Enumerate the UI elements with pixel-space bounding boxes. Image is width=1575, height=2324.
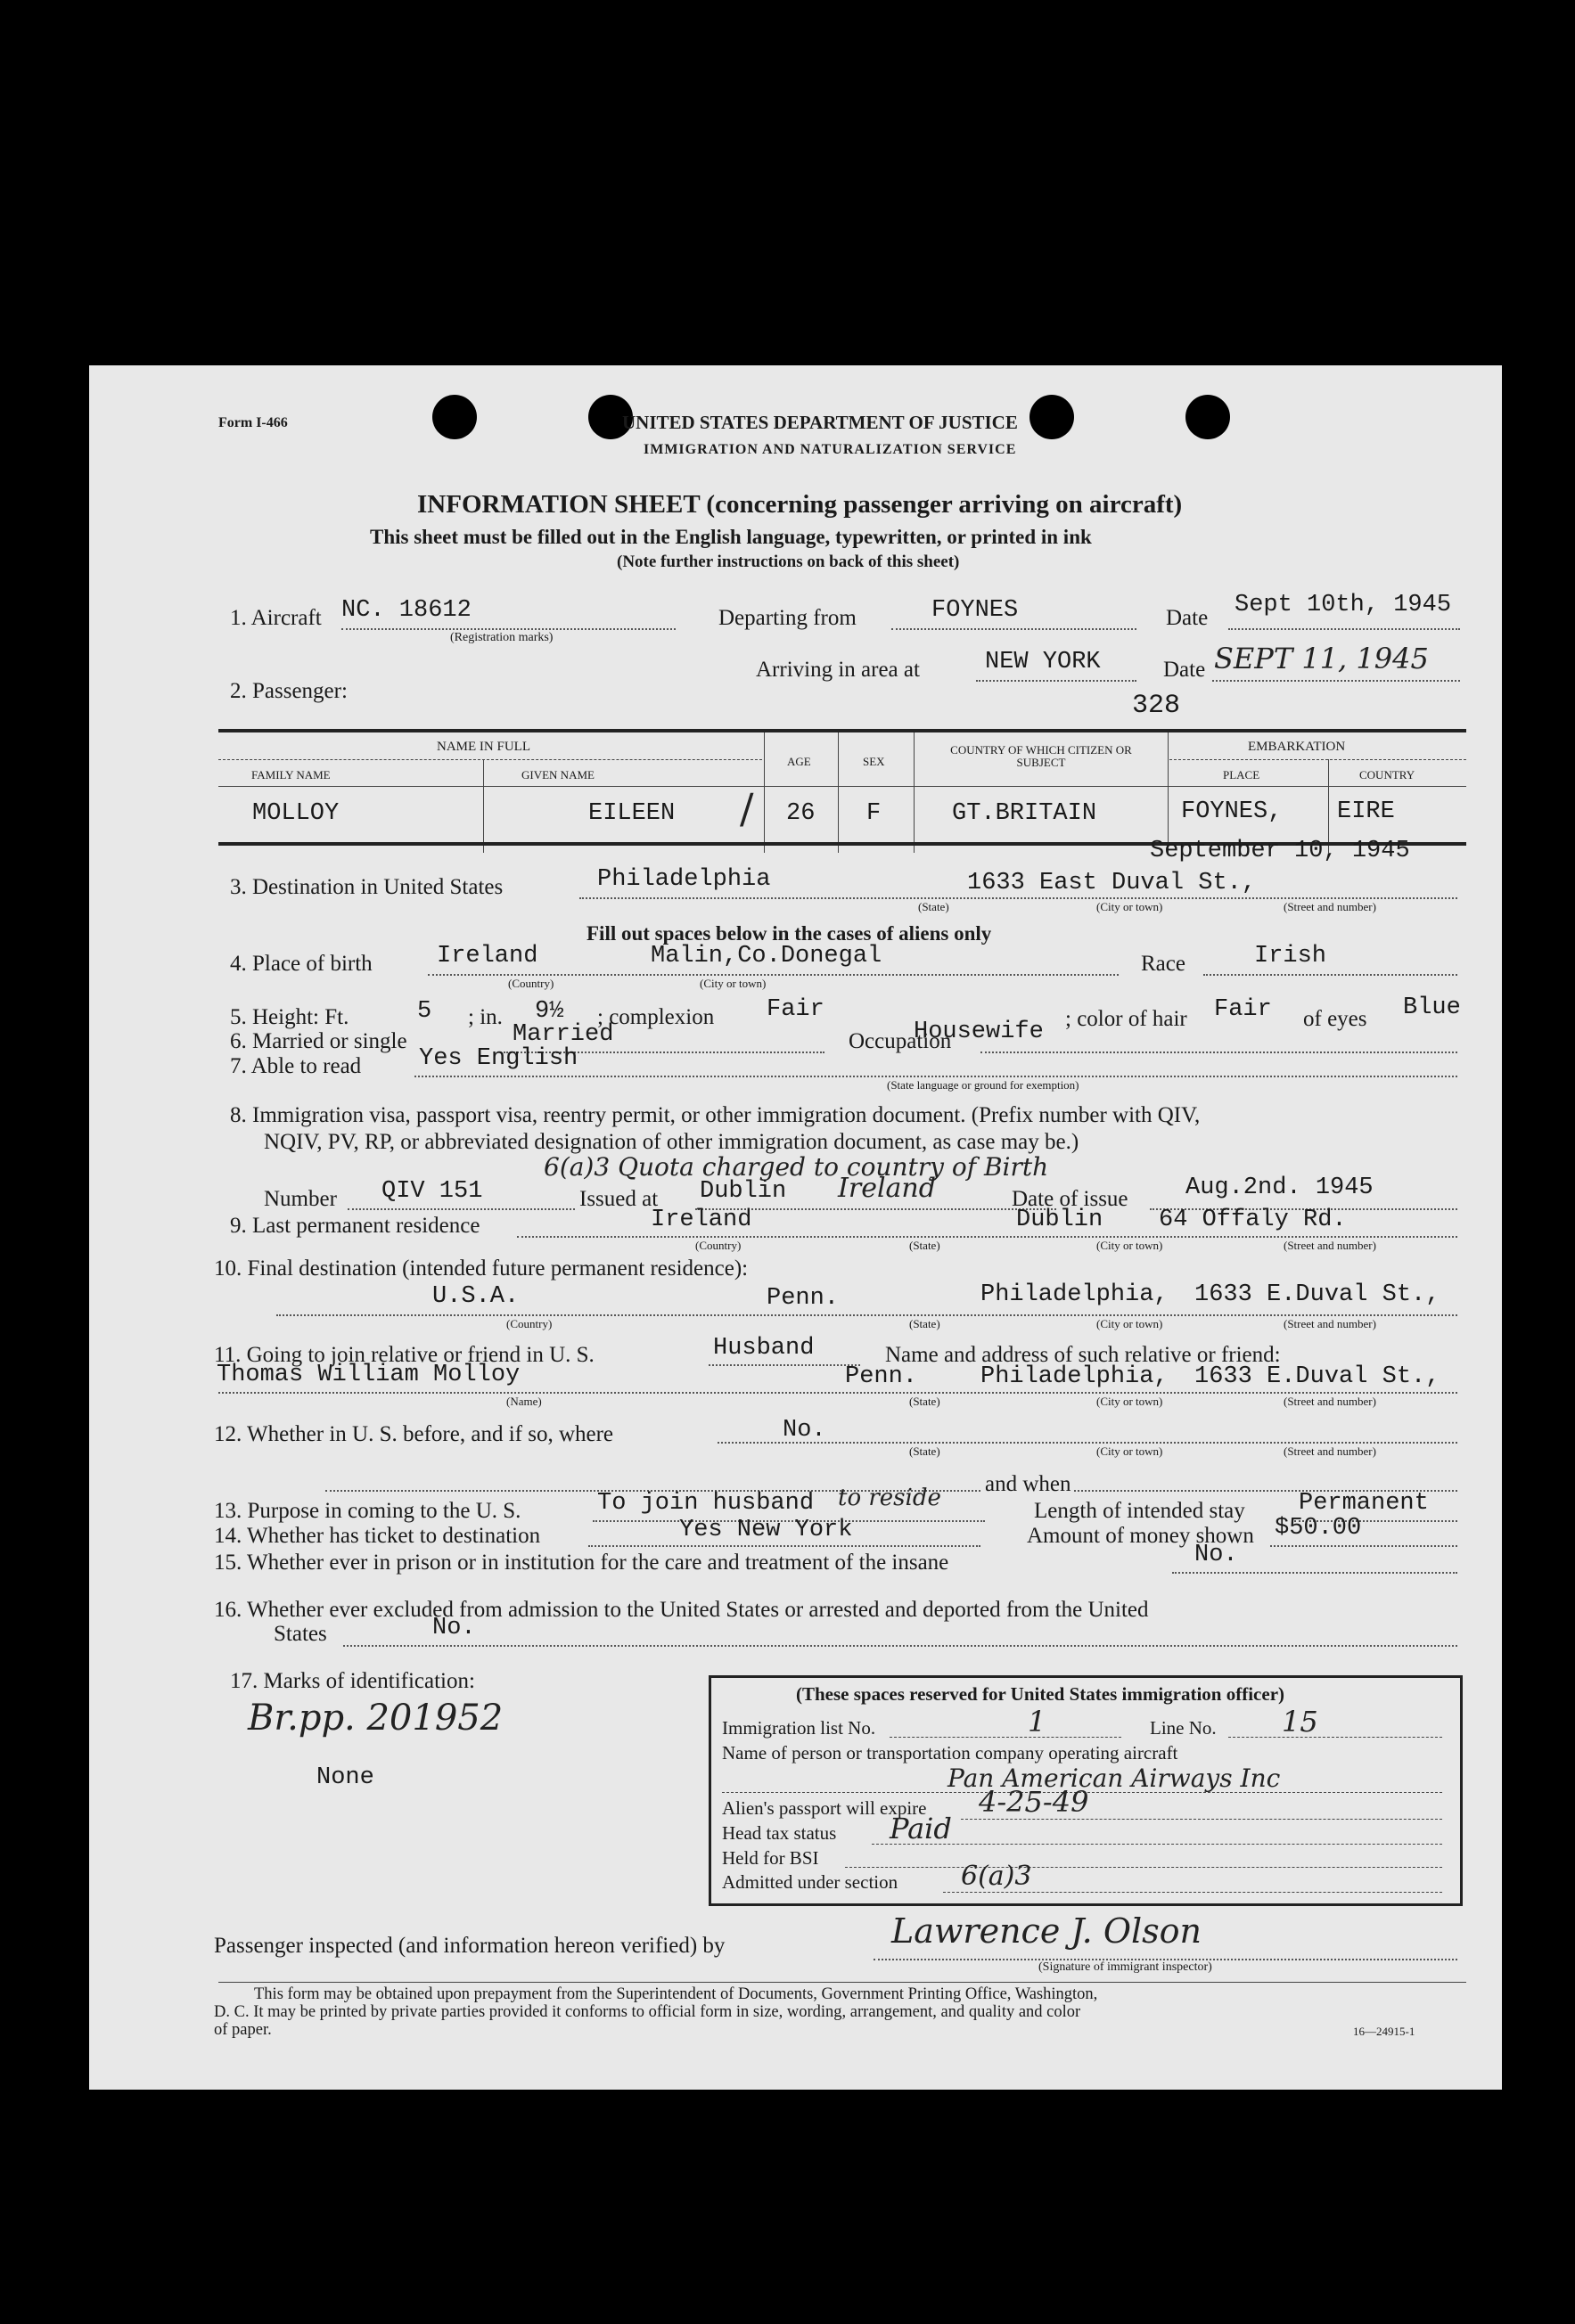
col-place: PLACE <box>1223 768 1260 781</box>
complexion-value: Fair <box>767 996 824 1023</box>
page-note: (Note further instructions on back of this sheet) <box>617 552 960 571</box>
marks-label: 17. Marks of identification: <box>230 1669 475 1693</box>
lbl-relative-state: (State) <box>909 1395 940 1408</box>
footer-rule <box>218 1982 1466 1983</box>
prison-label: 15. Whether ever in prison or in institution for the care and treatment of the insane <box>214 1551 949 1575</box>
passenger-number: 328 <box>1132 691 1181 721</box>
residence-label: 9. Last permanent residence <box>230 1214 480 1238</box>
form-number: Form I-466 <box>218 415 288 430</box>
bsi-label: Held for BSI <box>722 1847 819 1869</box>
relative-label: 11. Going to join relative or friend in U. S. <box>214 1343 595 1367</box>
col-divider <box>914 732 915 853</box>
emb-place-value: FOYNES, <box>1181 798 1283 825</box>
punch-hole <box>1185 395 1230 439</box>
lbl-residence-street: (Street and number) <box>1284 1239 1376 1252</box>
lbl-birth-city: (City or town) <box>700 977 767 990</box>
lbl-relative-city: (City or town) <box>1096 1395 1163 1408</box>
col-divider <box>1168 732 1169 853</box>
lbl-residence-city: (City or town) <box>1096 1239 1163 1252</box>
purpose-value: To join husband <box>597 1490 815 1517</box>
embarkation-header-rule <box>1169 759 1466 760</box>
visa-number-label: Number <box>264 1187 337 1211</box>
family-name-value: MOLLOY <box>252 800 340 827</box>
age-value: 26 <box>786 800 816 827</box>
departing-value: FOYNES <box>931 597 1019 624</box>
final-city-value: Philadelphia, <box>980 1281 1169 1308</box>
tax-underline <box>872 1844 1442 1845</box>
lbl-street: (Street and number) <box>1284 900 1376 913</box>
before-value: No. <box>783 1417 826 1444</box>
visa-date-value: Aug.2nd. 1945 <box>1185 1174 1374 1201</box>
name-address-label: Name and address of such relative or friend: <box>885 1343 1281 1367</box>
final-country-value: U.S.A. <box>432 1283 520 1310</box>
col-divider <box>764 732 765 853</box>
col-divider <box>838 732 839 853</box>
and-when-label: and when <box>985 1472 1071 1496</box>
col-embarkation: EMBARKATION <box>1248 740 1346 754</box>
name-header-rule <box>218 759 762 760</box>
lbl-city: (City or town) <box>1096 900 1163 913</box>
citizen-value: GT.BRITAIN <box>952 800 1097 827</box>
stay-value: Permanent <box>1299 1490 1429 1517</box>
visa-label-2: NQIV, PV, RP, or abbreviated designation of other immigration document, as case may be.) <box>264 1130 1079 1154</box>
relative-street-value: 1633 E.Duval St., <box>1194 1363 1440 1390</box>
aircraft-sublabel: (Registration marks) <box>450 631 554 644</box>
purpose-handwritten: to reside <box>838 1485 941 1511</box>
visa-issued-handwritten: Ireland <box>838 1173 936 1204</box>
residence-city-value: Dublin <box>1016 1207 1103 1233</box>
aircraft-underline <box>341 628 676 630</box>
aircraft-value: NC. 18612 <box>341 597 472 624</box>
birth-underline <box>428 974 1119 976</box>
sex-value: F <box>866 800 882 827</box>
money-underline <box>1270 1545 1457 1547</box>
page-subtitle: This sheet must be filled out in the English language, typewritten, or printed in ink <box>370 526 1092 548</box>
lbl-final-state: (State) <box>909 1317 940 1330</box>
read-value: Yes English <box>419 1045 578 1072</box>
lbl-state: (State) <box>918 900 949 913</box>
birth-city-value: Malin,Co.Donegal <box>651 943 882 970</box>
occupation-underline <box>980 1052 1457 1053</box>
ticket-label: 14. Whether has ticket to destination <box>214 1524 541 1548</box>
passport-value: 4-25-49 <box>979 1785 1089 1819</box>
ticket-value: Yes New York <box>679 1517 853 1543</box>
excluded-underline <box>343 1645 1457 1647</box>
excluded-label-2: States <box>274 1622 327 1646</box>
excluded-label-1: 16. Whether ever excluded from admission to the United States or arrested and deported from the United <box>214 1598 1149 1622</box>
footer-code: 16—24915-1 <box>1353 2025 1415 2038</box>
col-age: AGE <box>787 755 811 768</box>
emb-country-value: EIRE <box>1337 798 1395 825</box>
footer-line-2: D. C. It may be printed by private parties provided it conforms to official form in size, wording, arrangement, and quality and color <box>214 2003 1081 2021</box>
section-underline <box>943 1892 1442 1893</box>
residence-street-value: 64 Offaly Rd. <box>1159 1207 1347 1233</box>
final-street-value: 1633 E.Duval St., <box>1194 1281 1440 1308</box>
signature-label: (Signature of immigrant inspector) <box>1038 1960 1212 1974</box>
birth-country-value: Ireland <box>437 943 538 970</box>
lbl-final-city: (City or town) <box>1096 1317 1163 1330</box>
arriving-value: NEW YORK <box>985 649 1101 675</box>
prison-underline <box>1172 1572 1457 1574</box>
lbl-before-city: (City or town) <box>1096 1444 1163 1458</box>
tax-label: Head tax status <box>722 1822 837 1844</box>
lbl-relative-street: (Street and number) <box>1284 1395 1376 1408</box>
relative-relation-underline <box>709 1364 860 1366</box>
stay-label: Length of intended stay <box>1034 1499 1245 1523</box>
read-underline <box>414 1076 1457 1077</box>
money-label: Amount of money shown <box>1027 1524 1254 1548</box>
date-value: Sept 10th, 1945 <box>1235 592 1452 618</box>
col-divider <box>483 759 484 853</box>
birth-label: 4. Place of birth <box>230 952 373 976</box>
date-label: Date <box>1166 606 1209 630</box>
lbl-final-street: (Street and number) <box>1284 1317 1376 1330</box>
purpose-label: 13. Purpose in coming to the U. S. <box>214 1499 521 1523</box>
col-family-name: FAMILY NAME <box>251 768 331 781</box>
final-state-value: Penn. <box>767 1285 840 1312</box>
departing-underline <box>891 628 1136 630</box>
race-value: Irish <box>1254 943 1327 970</box>
officer-box-heading: (These spaces reserved for United States immigration officer) <box>796 1683 1285 1705</box>
given-name-value: EILEEN <box>588 800 676 827</box>
visa-issued-value: Dublin <box>700 1178 787 1205</box>
race-underline <box>1203 974 1457 976</box>
visa-handwritten-note: 6(a)3 Quota charged to country of Birth <box>544 1152 1049 1182</box>
prison-value: No. <box>1194 1542 1238 1568</box>
page-title: INFORMATION SHEET (concerning passenger arriving on aircraft) <box>417 490 1183 519</box>
relative-state-value: Penn. <box>845 1363 918 1390</box>
married-label: 6. Married or single <box>230 1029 407 1053</box>
lbl-final-country: (Country) <box>506 1317 553 1330</box>
table-top-rule <box>218 729 1466 732</box>
arrival-date-label: Date <box>1163 658 1206 682</box>
marks-value: None <box>316 1764 374 1791</box>
lbl-birth-country: (Country) <box>508 977 554 990</box>
residence-country-value: Ireland <box>651 1207 752 1233</box>
lbl-residence-state: (State) <box>909 1239 940 1252</box>
table-header-rule <box>218 786 1466 787</box>
punch-hole <box>432 395 477 439</box>
aircraft-label: 1. Aircraft <box>230 606 322 630</box>
line-label: Line No. <box>1150 1717 1217 1739</box>
residence-underline <box>517 1236 1457 1238</box>
lbl-before-street: (Street and number) <box>1284 1444 1376 1458</box>
arriving-label: Arriving in area at <box>756 658 920 682</box>
marks-handwritten: Br.pp. 201952 <box>248 1698 504 1739</box>
department-name: UNITED STATES DEPARTMENT OF JUSTICE <box>622 412 1018 433</box>
tax-value: Paid <box>890 1812 952 1845</box>
date-underline <box>1228 628 1460 630</box>
col-country: COUNTRY OF WHICH CITIZEN OR SUBJECT <box>950 743 1132 769</box>
list-underline <box>890 1737 1121 1738</box>
line-underline <box>1228 1737 1442 1738</box>
footer-line-3: of paper. <box>214 2021 272 2039</box>
aliens-heading: Fill out spaces below in the cases of aliens only <box>587 922 992 945</box>
service-name: IMMIGRATION AND NATURALIZATION SERVICE <box>644 442 1017 457</box>
final-underline <box>276 1314 1457 1316</box>
before-label: 12. Whether in U. S. before, and if so, where <box>214 1422 614 1446</box>
married-value: Married <box>513 1021 614 1048</box>
height-in-label: ; in. <box>468 1005 503 1029</box>
race-label: Race <box>1141 952 1185 976</box>
eyes-value: Blue <box>1403 994 1461 1021</box>
relative-underline <box>218 1392 1457 1394</box>
col-sex: SEX <box>863 755 885 768</box>
lbl-before-state: (State) <box>909 1444 940 1458</box>
section-label: Admitted under section <box>722 1871 898 1893</box>
visa-issued-label: Issued at <box>579 1187 659 1211</box>
col-name-in-full: NAME IN FULL <box>437 740 530 754</box>
operator-value: Pan American Airways Inc <box>947 1763 1281 1793</box>
occupation-value: Housewife <box>914 1019 1044 1045</box>
complexion-label: ; complexion <box>597 1005 715 1029</box>
money-value: $50.00 <box>1275 1515 1362 1542</box>
height-ft-value: 5 <box>417 998 432 1025</box>
list-value: 1 <box>1028 1705 1046 1739</box>
relative-name-value: Thomas William Molloy <box>217 1362 521 1388</box>
before-underline <box>718 1442 1457 1444</box>
inspected-label: Passenger inspected (and information hereon verified) by <box>214 1934 726 1958</box>
visa-number-value: QIV 151 <box>381 1178 483 1205</box>
destination-label: 3. Destination in United States <box>230 875 504 899</box>
lbl-residence-country: (Country) <box>695 1239 742 1252</box>
read-label: 7. Able to read <box>230 1054 362 1078</box>
destination-street-value: 1633 East Duval St., <box>967 870 1257 896</box>
visa-label-1: 8. Immigration visa, passport visa, reentry permit, or other immigration document. (Prefix number with QIV, <box>230 1103 1201 1127</box>
destination-date-note: September 10, 1945 <box>1150 838 1410 864</box>
col-given-name: GIVEN NAME <box>521 768 595 781</box>
line-value: 15 <box>1282 1705 1318 1739</box>
inspector-signature: Lawrence J. Olson <box>891 1911 1202 1951</box>
height-in-value: 9½ <box>535 998 564 1025</box>
destination-state-value: Philadelphia <box>597 866 771 893</box>
excluded-value: No. <box>432 1615 476 1641</box>
section-value: 6(a)3 <box>961 1861 1032 1892</box>
final-label: 10. Final destination (intended future permanent residence): <box>214 1256 749 1281</box>
operator-label: Name of person or transportation company operating aircraft <box>722 1742 1178 1763</box>
passenger-label: 2. Passenger: <box>230 679 348 703</box>
arrival-date-underline <box>1212 680 1460 682</box>
relative-city-value: Philadelphia, <box>980 1363 1169 1390</box>
passport-underline <box>961 1819 1442 1820</box>
eyes-label: of eyes <box>1303 1007 1367 1031</box>
bsi-underline <box>845 1867 1442 1868</box>
officer-box <box>709 1675 1463 1906</box>
check-mark: / <box>740 784 754 832</box>
arrival-date-value: SEPT 11, 1945 <box>1214 642 1429 675</box>
occupation-label: Occupation <box>849 1029 952 1053</box>
list-label: Immigration list No. <box>722 1717 876 1739</box>
form-sheet <box>89 365 1502 2090</box>
arriving-underline <box>976 680 1136 682</box>
destination-underline <box>579 897 1457 899</box>
height-label: 5. Height: Ft. <box>230 1005 349 1029</box>
relative-relation-value: Husband <box>713 1335 815 1362</box>
visa-date-label: Date of issue <box>1012 1187 1128 1211</box>
footer-line-1: This form may be obtained upon prepayment from the Superintendent of Documents, Government Printing Office, Washington, <box>254 1985 1098 2003</box>
visa-number-underline <box>348 1208 575 1210</box>
col-emb-country: COUNTRY <box>1359 768 1415 781</box>
hair-label: ; color of hair <box>1065 1007 1187 1031</box>
departing-label: Departing from <box>718 606 857 630</box>
hair-value: Fair <box>1214 996 1272 1023</box>
lbl-relative-name: (Name) <box>506 1395 542 1408</box>
read-sublabel: (State language or ground for exemption) <box>887 1078 1079 1092</box>
ticket-underline <box>588 1545 980 1547</box>
passport-label: Alien's passport will expire <box>722 1797 927 1819</box>
punch-hole <box>1029 395 1074 439</box>
